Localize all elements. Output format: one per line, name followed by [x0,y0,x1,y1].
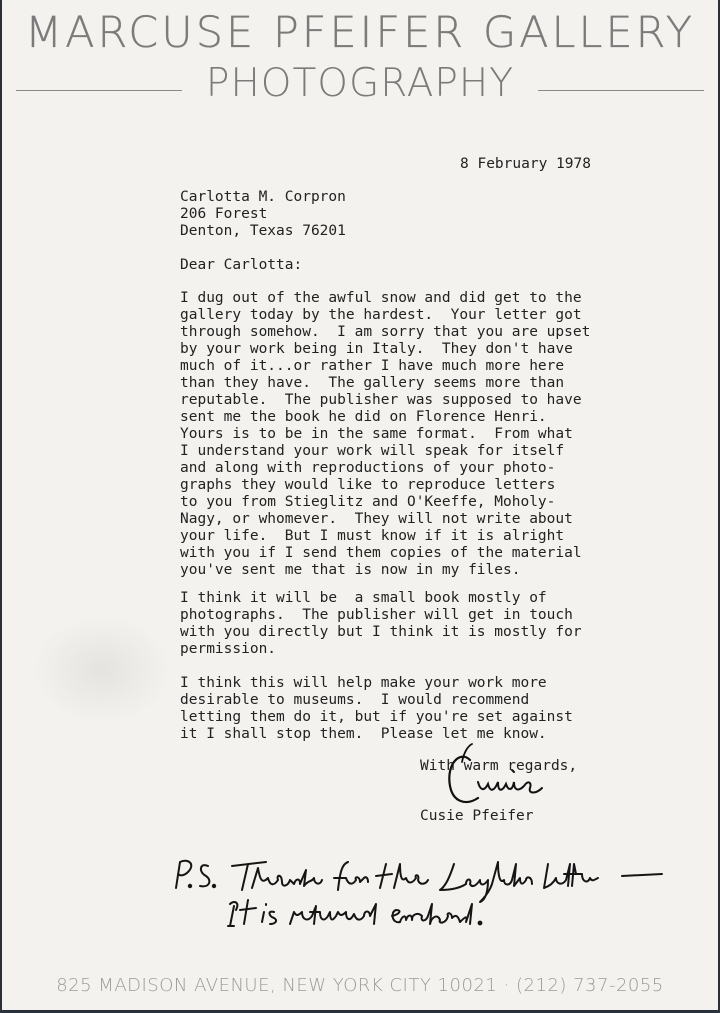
text-line: through somehow. I am sorry that you are upset [180,324,591,340]
text-line: permission. [180,641,277,657]
body-paragraph-3 [180,675,573,743]
text-line: than they have. The gallery seems more than [180,375,565,391]
text-line: I think this will help make your work more [180,675,547,691]
letter-page [2,0,718,1010]
body-paragraph-2 [180,590,582,658]
address-line: Denton, Texas 76201 [180,223,346,239]
text-line: to you from Stieglitz and O'Keeffe, Moholy- [180,494,556,510]
text-line: with you if I send them copies of the material [180,545,582,561]
letter-date: 8 February 1978 [460,156,591,172]
recipient-address [180,189,346,240]
text-line: graphs they would like to reproduce letters [180,477,556,493]
text-line: with you directly but I think it is mostly for [180,624,582,640]
handwritten-signature [432,742,562,812]
salutation: Dear Carlotta: [180,257,303,273]
address-line: 206 Forest [180,206,268,222]
text-line: Yours is to be in the same format. From what [180,426,573,442]
signer-name: Cusie Pfeifer [420,808,534,824]
text-line: I dug out of the awful snow and did get to the [180,290,582,306]
text-line: desirable to museums. I would recommend [180,692,530,708]
letterhead-footer: 825 MADISON AVENUE, NEW YORK CITY 10021 · (212) 737-2055 [56,975,664,996]
letterhead-title: MARCUSE PFEIFER GALLERY [24,8,696,58]
handwritten-postscript [170,850,690,930]
text-line: photographs. The publisher will get in touch [180,607,573,623]
text-line: gallery today by the hardest. Your letter got [180,307,582,323]
text-line: letting them do it, but if you're set against [180,709,573,725]
text-line: I think it will be a small book mostly of [180,590,547,606]
text-line: and along with reproductions of your photo- [180,460,556,476]
text-line: by your work being in Italy. They don't have [180,341,573,357]
letterhead-rule-right [538,90,704,91]
text-line: you've sent me that is now in my files. [180,562,521,578]
letterhead-rule-left [16,90,182,91]
text-line: sent me the book he did on Florence Henri. [180,409,547,425]
text-line: much of it...or rather I have much more here [180,358,565,374]
paper-stain [32,615,172,725]
address-line: Carlotta M. Corpron [180,189,346,205]
closing-line: With warm regards, [420,758,578,774]
text-line: your life. But I must know if it is alright [180,528,565,544]
text-line: I understand your work will speak for itself [180,443,565,459]
text-line: reputable. The publisher was supposed to have [180,392,582,408]
body-paragraph-1 [180,290,590,579]
text-line: it I shall stop them. Please let me know. [180,726,547,742]
text-line: Nagy, or whomever. They will not write about [180,511,573,527]
letterhead-subtitle: PHOTOGRAPHY [205,61,515,106]
